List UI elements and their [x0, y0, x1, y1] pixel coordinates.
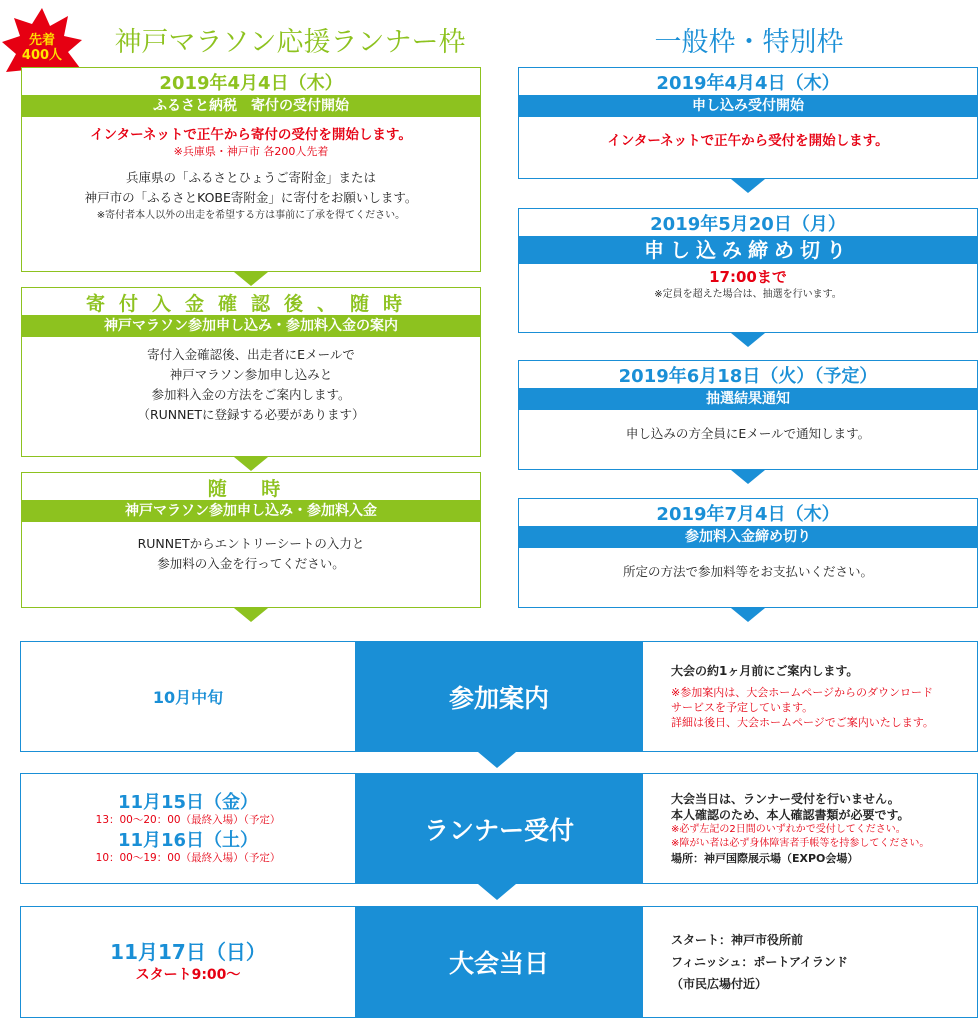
- step-line: 神戸マラソン参加申し込みと: [169, 367, 333, 382]
- row-date: 11月16日（土）: [117, 830, 259, 851]
- step-line: 所定の方法で参加料等をお支払いください。: [622, 564, 873, 579]
- step-line: RUNNETからエントリーシートの入力と: [137, 536, 365, 551]
- step-bar: 神戸マラソン参加申し込み・参加料入金の案内: [22, 315, 480, 337]
- down-arrow-icon: [731, 470, 765, 484]
- step-date: 2019年5月20日（月）: [650, 214, 846, 235]
- step-line: 申し込みの方全員にEメールで通知します。: [625, 426, 871, 441]
- row-date: 10月中旬: [152, 688, 224, 707]
- step-line: 参加料入金の方法をご案内します。: [151, 387, 351, 402]
- down-arrow-icon: [234, 457, 268, 471]
- row-note: 詳細は後日、大会ホームページでご案内いたします。: [671, 716, 934, 729]
- row-label: 大会当日: [355, 907, 643, 1017]
- row-line: 本人確認のため、本人確認書類が必要です。: [671, 807, 910, 822]
- down-arrow-icon: [731, 333, 765, 347]
- step-bar: ふるさと納税 寄付の受付開始: [22, 95, 480, 117]
- step-bar: 申し込み受付開始: [519, 95, 977, 117]
- down-arrow-icon: [731, 608, 765, 622]
- row-note: ※参加案内は、大会ホームページからのダウンロード: [671, 686, 933, 699]
- step-line: 兵庫県の「ふるさとひょうご寄附金」または: [125, 170, 376, 185]
- row-line: フィニッシュ：ポートアイランド: [671, 955, 848, 969]
- step-line: インターネットで正午から受付を開始します。: [607, 133, 889, 149]
- row-time: 10：00～19：00（最終入場）（予定）: [95, 852, 281, 864]
- badge-line1: 先着: [28, 33, 55, 48]
- row-note: ※障がい者は必ず身体障害者手帳等を持参してください。: [671, 837, 930, 849]
- row-note: ※必ず左記の2日間のいずれかで受付してください。: [671, 823, 906, 835]
- row-label: 参加案内: [355, 642, 643, 751]
- row-line: 大会の約1ヶ月前にご案内します。: [671, 664, 859, 678]
- step-bar: 申し込み締め切り: [519, 236, 977, 264]
- step-line: 神戸市の「ふるさとKOBE寄附金」に寄付をお願いします。: [84, 190, 418, 205]
- right-step-3: [518, 360, 978, 470]
- down-arrow-icon: [234, 608, 268, 622]
- step-line: 参加料の入金を行ってください。: [157, 556, 345, 571]
- row-note: サービスを予定しています。: [671, 701, 814, 714]
- down-arrow-icon: [234, 272, 268, 286]
- row-date: 11月17日（日）: [110, 940, 266, 964]
- step-date: 2019年4月4日（木）: [656, 73, 840, 94]
- row-line: 大会当日は、ランナー受付を行いません。: [671, 791, 900, 806]
- step-note: ※寄付者本人以外の出走を希望する方は事前に了承を得てください。: [96, 210, 406, 221]
- step-line: （RUNNETに登録する必要があります）: [137, 407, 365, 422]
- step-line: インターネットで正午から寄付の受付を開始します。: [90, 127, 412, 143]
- step-line: 寄付入金確認後、出走者にEメールで: [147, 347, 355, 362]
- row-participation-guide: [20, 641, 978, 752]
- step-date: 2019年6月18日（火）（予定）: [618, 366, 878, 387]
- row-line: 場所：神戸国際展示場（EXPO会場）: [671, 851, 859, 865]
- step-bar: 抽選結果通知: [519, 388, 977, 410]
- step-note: ※兵庫県・神戸市 各200人先着: [173, 145, 329, 158]
- left-column-title: 神戸マラソン応援ランナー枠: [114, 27, 466, 58]
- step-note: ※定員を超えた場合は、抽選を行います。: [654, 289, 842, 300]
- right-step-1: [518, 67, 978, 179]
- step-date: 寄付入金確認後、随時: [85, 293, 416, 315]
- step-date: 随 時: [207, 478, 295, 500]
- left-step-3: [21, 472, 481, 608]
- step-bar: 参加料入金締め切り: [519, 526, 977, 548]
- row-label: ランナー受付: [355, 774, 643, 883]
- step-bar: 神戸マラソン参加申し込み・参加料入金: [22, 500, 480, 522]
- step-line: 17:00まで: [709, 268, 787, 286]
- step-date: 2019年4月4日（木）: [159, 73, 343, 94]
- down-arrow-icon: [478, 752, 516, 768]
- right-step-2: [518, 208, 978, 333]
- row-runner-reception: [20, 773, 978, 884]
- badge-line2: 400人: [21, 48, 63, 63]
- down-arrow-icon: [478, 884, 516, 900]
- row-start-time: スタート9:00～: [135, 967, 241, 983]
- row-date: 11月15日（金）: [117, 792, 259, 813]
- left-step-2: [21, 287, 481, 457]
- row-line: スタート：神戸市役所前: [671, 933, 804, 947]
- right-step-4: [518, 498, 978, 608]
- left-step-1: [21, 67, 481, 272]
- step-date: 2019年7月4日（木）: [656, 504, 840, 525]
- row-time: 13：00～20：00（最終入場）（予定）: [95, 814, 281, 826]
- down-arrow-icon: [731, 179, 765, 193]
- row-line: （市民広場付近）: [671, 977, 768, 991]
- row-race-day: [20, 906, 978, 1018]
- right-column-title: 一般枠・特別枠: [654, 27, 844, 58]
